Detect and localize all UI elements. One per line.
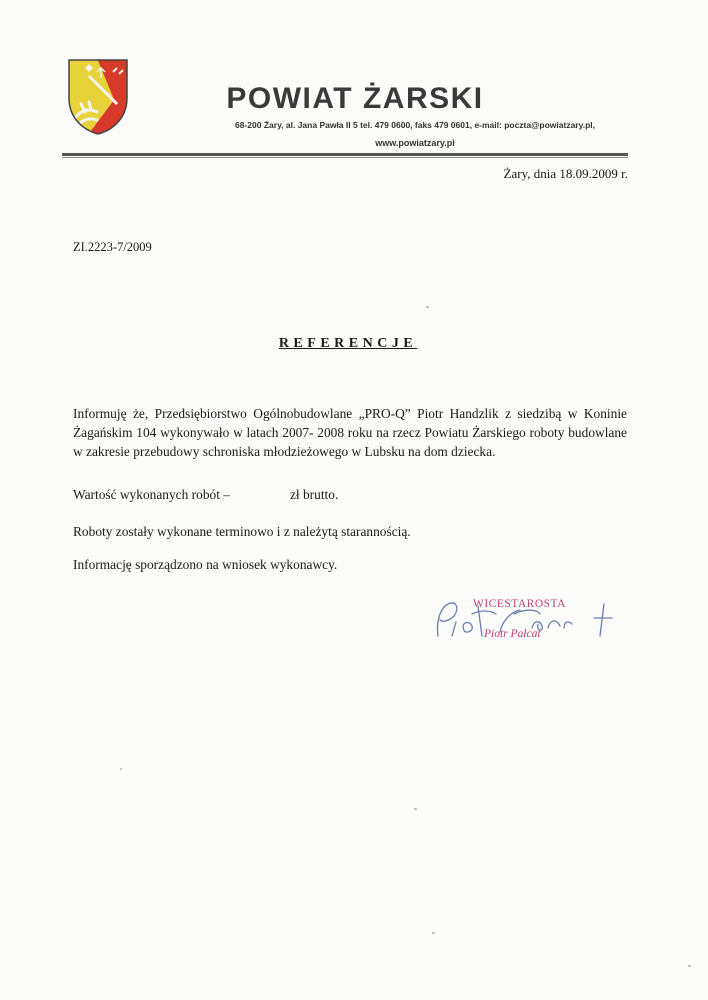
stamp-title: WICESTAROSTA [473, 598, 566, 610]
body-paragraph: Informuję że, Przedsiębiorstwo Ogólnobudowlane „PRO-Q” Piotr Handzlik z siedzibą w Koninie Żagańskim 104 wykonywało w latach 2007- 2008 roku na rzecz Powiatu Żarskiego roboty budowlane w zakresie przebudowy schroniska młodzieżowego w Lubsku na dom dziecka. [73, 406, 627, 459]
value-label: Wartość wykonanych robót – [73, 487, 230, 502]
scan-speck [426, 306, 429, 308]
value-line [73, 487, 338, 503]
county-crest-icon [67, 58, 129, 136]
document-title: REFERENCJE [278, 336, 418, 351]
handwritten-signature-icon [430, 592, 620, 652]
stamp-name: Piotr Pałcat [484, 628, 541, 640]
organization-website: www.powiatzary.pl [375, 138, 455, 148]
letterhead-rule [62, 153, 628, 156]
scan-speck [432, 932, 435, 934]
scan-speck [688, 965, 691, 967]
terms-line: Roboty zostały wykonane terminowo i z należytą starannością. [73, 524, 411, 539]
request-line: Informację sporządzono na wniosek wykonawcy. [73, 557, 338, 572]
scan-speck [120, 768, 122, 770]
value-suffix: zł brutto. [289, 487, 339, 502]
scan-speck [414, 808, 417, 810]
organization-address: 68-200 Żary, al. Jana Pawła II 5 tel. 479 0600, faks 479 0601, e-mail: poczta@powiatzary.pl, [235, 120, 595, 130]
letterhead-rule-thin [62, 157, 628, 158]
date-line: Żary, dnia 18.09.2009 r. [503, 166, 628, 181]
organization-name: POWIAT ŻARSKI [226, 82, 484, 115]
reference-number: ZI.2223-7/2009 [73, 240, 152, 254]
